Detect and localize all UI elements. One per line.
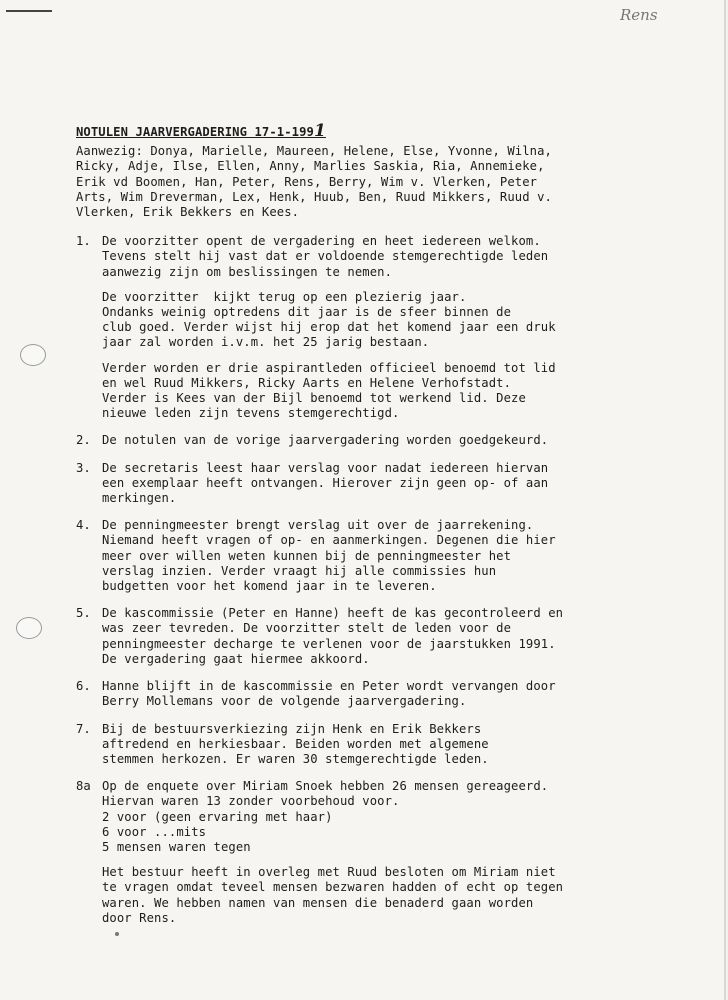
agenda-item [76,461,646,507]
minutes-body [76,121,646,938]
item-number: 6. [76,679,91,694]
pen-mark [115,932,119,936]
text-line: stemmen herkozen. Er waren 30 stemgerechtigde leden. [102,751,489,766]
text-line: 5 mensen waren tegen [102,839,251,854]
item-paragraph [102,361,646,422]
agenda-item [76,679,646,709]
text-line: De voorzitter kijkt terug op een plezierig jaar. [102,289,467,304]
text-line: Hiervan waren 13 zonder voorbehoud voor. [102,794,400,809]
item-text [102,606,646,667]
text-line: aanwezig zijn om beslissingen te nemen. [102,264,393,279]
text-line: Het bestuur heeft in overleg met Ruud besloten om Miriam niet [102,865,556,880]
text-line: meer over willen weten kunnen bij de penningmeester het [102,548,512,563]
text-line: Aanwezig: Donya, Marielle, Maureen, Helene, Else, Yvonne, Wilna, [76,144,552,159]
text-line: Tevens stelt hij vast dat er voldoende stemgerechtigde leden [102,249,549,264]
text-line: verslag inzien. Verder vraagt hij alle commissies hun [102,563,497,578]
text-line: nieuwe leden zijn tevens stemgerechtigd. [102,406,400,421]
text-line: merkingen. [102,491,177,506]
text-line: Hanne blijft in de kascommissie en Peter wordt vervangen door [102,679,556,694]
agenda-item [76,779,646,926]
text-line: Verder is Kees van der Bijl benoemd tot werkend lid. Deze [102,391,526,406]
text-line: te vragen omdat teveel mensen bezwaren hadden of echt op tegen [102,880,564,895]
item-number: 8a [76,779,91,794]
text-line: De secretaris leest haar verslag voor nadat iedereen hiervan [102,460,549,475]
item-text [102,679,646,709]
text-line: De kascommissie (Peter en Hanne) heeft de kas gecontroleerd en [102,606,564,621]
text-line: Vlerken, Erik Bekkers en Kees. [76,205,300,220]
handwritten-margin-note: Rens [620,6,658,24]
text-line: 2 voor (geen ervaring met haar) [102,809,333,824]
text-line: De notulen van de vorige jaarvergadering worden goedgekeurd. [102,433,549,448]
text-line: Erik vd Boomen, Han, Peter, Rens, Berry, Wim v. Vlerken, Peter [76,174,538,189]
punch-hole [20,344,46,366]
text-line: jaar zal worden i.v.m. het 25 jarig bestaan. [102,335,430,350]
agenda-item [76,234,646,421]
title-handwritten-digit: 1 [314,121,326,141]
edge-mark [6,10,52,12]
item-number: 4. [76,518,91,533]
text-line: Bij de bestuursverkiezing zijn Henk en Erik Bekkers [102,721,482,736]
text-line: waren. We hebben namen van mensen die benaderd gaan worden [102,895,534,910]
punch-hole [16,617,42,639]
agenda-item [76,606,646,667]
text-line: door Rens. [102,910,177,925]
item-number: 1. [76,234,91,249]
text-line: De voorzitter opent de vergadering en heet iedereen welkom. [102,234,541,249]
text-line: De penningmeester brengt verslag uit over de jaarrekening. [102,518,534,533]
text-line: Verder worden er drie aspirantleden officieel benoemd tot lid [102,360,556,375]
attendance-list [76,144,646,220]
text-line: De vergadering gaat hiermee akkoord. [102,651,370,666]
item-text [102,779,646,926]
item-number: 2. [76,433,91,448]
text-line: een exemplaar heeft ontvangen. Hierover zijn geen op- of aan [102,475,549,490]
text-line: club goed. Verder wijst hij erop dat het komend jaar een druk [102,320,556,335]
text-line: 6 voor ...mits [102,824,207,839]
text-line: aftredend en herkiesbaar. Beiden worden met algemene [102,736,489,751]
text-line: Ondanks weinig optredens dit jaar is de sfeer binnen de [102,305,512,320]
item-text [102,722,646,768]
agenda-item [76,433,646,448]
text-line: was zeer tevreden. De voorzitter stelt de leden voor de [102,621,512,636]
item-number: 7. [76,721,91,736]
agenda-items [76,234,646,926]
text-line: Op de enquete over Miriam Snoek hebben 26 mensen gereageerd. [102,779,549,794]
agenda-item [76,722,646,768]
item-text [102,461,646,507]
text-line: en wel Ruud Mikkers, Ricky Aarts en Helene Verhofstadt. [102,375,512,390]
text-line: budgetten voor het komend jaar in te leveren. [102,579,437,594]
text-line: Ricky, Adje, Ilse, Ellen, Anny, Marlies Saskia, Ria, Annemieke, [76,159,545,174]
title-text: NOTULEN JAARVERGADERING 17-1-199 [76,125,314,139]
item-text [102,433,646,448]
text-line: Berry Mollemans voor de volgende jaarvergadering. [102,694,467,709]
item-text [102,518,646,594]
item-paragraph [102,865,646,926]
item-text [102,234,646,421]
text-line: penningmeester decharge te verlenen voor de jaarstukken 1991. [102,636,556,651]
document-title [76,121,646,141]
text-line: Niemand heeft vragen of op- en aanmerkingen. Degenen die hier [102,533,556,548]
item-number: 3. [76,460,91,475]
text-line: Arts, Wim Dreverman, Lex, Henk, Huub, Ben, Ruud Mikkers, Ruud v. [76,189,552,204]
item-paragraph [102,290,646,351]
agenda-item [76,518,646,594]
item-number: 5. [76,606,91,621]
